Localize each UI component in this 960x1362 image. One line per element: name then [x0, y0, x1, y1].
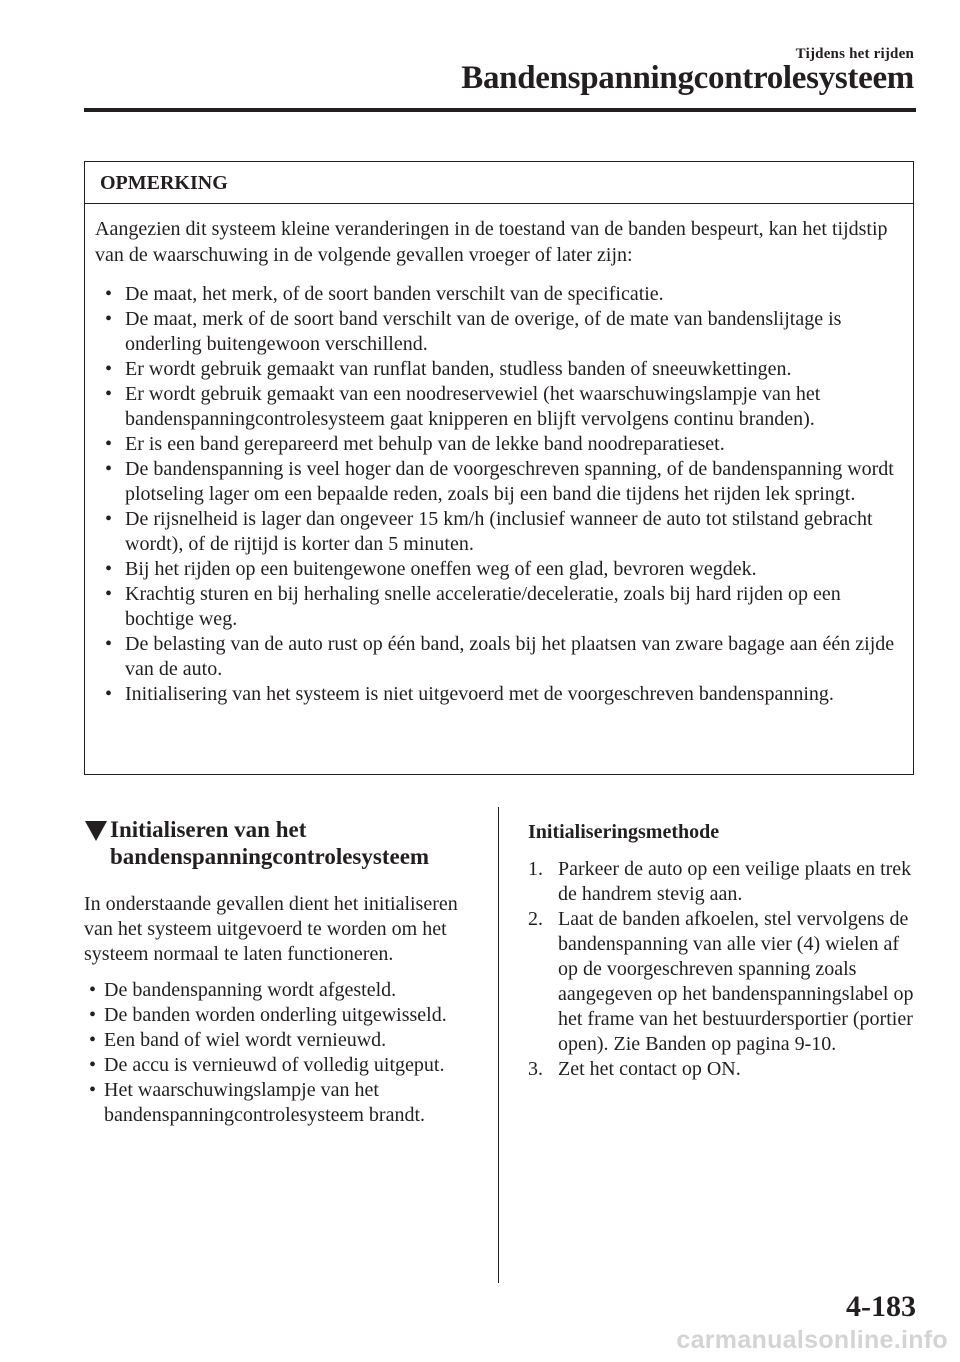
- step-item: [528, 907, 920, 1057]
- page-title: Bandenspanningcontrolesysteem: [461, 60, 914, 96]
- bullet-icon: •: [89, 1004, 97, 1026]
- step-number: 1.: [528, 858, 543, 880]
- step-number: 2.: [528, 908, 543, 930]
- left-column: [84, 816, 484, 1128]
- header-divider: [84, 108, 916, 112]
- step-text: Zet het contact op ON.: [558, 1058, 741, 1080]
- step-item: [528, 1057, 920, 1082]
- list-item: • De belasting van de auto rust op één band, zoals bij het plaatsen van zware bagage aan één zijde van de auto.: [105, 633, 895, 680]
- list-item: • Krachtig sturen en bij herhaling snelle acceleratie/deceleratie, zoals bij hard rijden op een bochtige weg.: [105, 583, 841, 630]
- bullet-icon: •: [105, 558, 113, 580]
- watermark: carmanualsonline.info: [676, 1326, 948, 1354]
- list-item: • Er wordt gebruik gemaakt van runflat banden, studless banden of sneeuwkettingen.: [105, 358, 792, 380]
- method-heading: Initialiseringsmethode: [528, 821, 720, 843]
- list-item: • Er wordt gebruik gemaakt van een noodreservewiel (het waarschuwingslampje van het bandenspanningcontrolesysteem gaat knipperen en blijft vervolgens continu branden).: [105, 383, 821, 430]
- list-item: • De banden worden onderling uitgewisseld.: [89, 1004, 447, 1026]
- bullet-icon: •: [105, 283, 113, 305]
- section-intro: In onderstaande gevallen dient het initialiseren van het systeem uitgevoerd te worden om het systeem normaal te laten functioneren.: [84, 893, 458, 965]
- note-intro: Aangezien dit systeem kleine veranderingen in de toestand van de banden bespeurt, kan het tijdstip van de waarschuwing in de volgende gevallen vroeger of later zijn:: [95, 218, 888, 266]
- bullet-icon: •: [105, 433, 113, 455]
- section-bullet-list: [84, 978, 484, 1128]
- list-item: • De bandenspanning wordt afgesteld.: [89, 979, 397, 1001]
- bullet-icon: •: [89, 1054, 97, 1076]
- column-divider: [498, 807, 499, 1283]
- bullet-icon: •: [105, 358, 113, 380]
- list-item: • De accu is vernieuwd of volledig uitgeput.: [89, 1054, 445, 1076]
- bullet-icon: •: [89, 979, 97, 1001]
- list-item: • De maat, het merk, of de soort banden verschilt van de specificatie.: [105, 283, 664, 305]
- list-item: • Er is een band gerepareerd met behulp van de lekke band noodreparatieset.: [105, 433, 725, 455]
- step-text: Laat de banden afkoelen, stel vervolgens de bandenspanning van alle vier (4) wielen af op de voorgeschreven spanning zoals aangegeven op het bandenspanningslabel op het frame van het bestuurdersportier (portier open). Zie Banden op pagina 9-10.: [558, 908, 914, 1055]
- section-label: Tijdens het rijden: [795, 46, 914, 62]
- triangle-down-icon: [84, 820, 108, 842]
- right-column: [528, 820, 920, 1082]
- step-item: [528, 857, 920, 907]
- bullet-icon: •: [105, 508, 113, 530]
- step-number: 3.: [528, 1058, 543, 1080]
- bullet-icon: •: [89, 1029, 97, 1051]
- bullet-icon: •: [105, 683, 113, 705]
- section-heading-line: Initialiseren van het: [110, 817, 307, 842]
- list-item: • Bij het rijden op een buitengewone oneffen weg of een glad, bevroren wegdek.: [105, 558, 757, 580]
- bullet-icon: •: [105, 633, 113, 655]
- bullet-icon: •: [105, 383, 113, 405]
- note-box: [84, 161, 914, 775]
- note-title: OPMERKING: [100, 172, 228, 194]
- list-item: • De rijsnelheid is lager dan ongeveer 15 km/h (inclusief wanneer de auto tot stilstand gebracht wordt), of de rijtijd is korter dan 5 minuten.: [105, 508, 873, 555]
- list-item: • Het waarschuwingslampje van het bandenspanningcontrolesysteem brandt.: [89, 1079, 426, 1126]
- note-divider: [85, 203, 913, 204]
- page-number: 4-183: [846, 1290, 916, 1323]
- note-bullet-list: [95, 282, 909, 707]
- step-text: Parkeer de auto op een veilige plaats en trek de handrem stevig aan.: [558, 858, 912, 905]
- method-steps: [528, 857, 920, 1082]
- section-heading: [84, 816, 484, 870]
- list-item: • De maat, merk of de soort band verschilt van de overige, of de mate van bandenslijtage is onderling buitengewoon verschillend.: [105, 308, 842, 355]
- list-item: • Initialisering van het systeem is niet uitgevoerd met de voorgeschreven bandenspanning.: [105, 683, 834, 705]
- list-item: • De bandenspanning is veel hoger dan de voorgeschreven spanning, of de bandenspanning wordt plotseling lager om een bepaalde reden, zoals bij een band die tijdens het rijden lek springt.: [105, 458, 894, 505]
- bullet-icon: •: [105, 308, 113, 330]
- section-heading-line: bandenspanningcontrolesysteem: [110, 844, 430, 869]
- bullet-icon: •: [89, 1079, 97, 1101]
- bullet-icon: •: [105, 458, 113, 480]
- list-item: • Een band of wiel wordt vernieuwd.: [89, 1029, 387, 1051]
- bullet-icon: •: [105, 583, 113, 605]
